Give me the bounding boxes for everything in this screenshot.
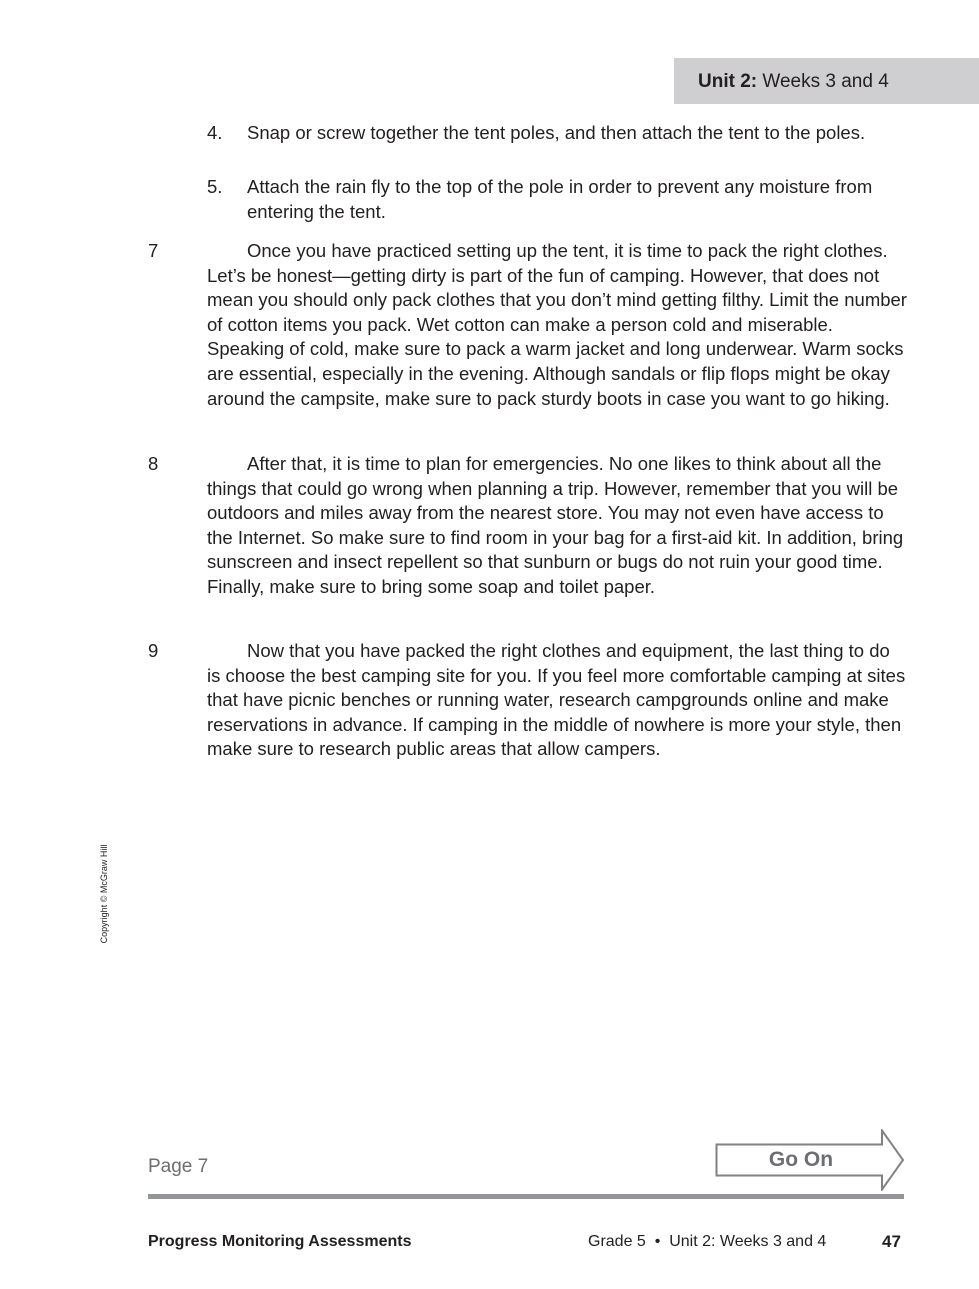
page-label: Page 7	[148, 1156, 209, 1177]
step-text: Attach the rain fly to the top of the pole in order to prevent any moisture from entering the tent.	[247, 176, 873, 222]
step-number: 5.	[207, 176, 223, 197]
paragraph-7	[148, 239, 908, 411]
paragraph-text: After that, it is time to plan for emergencies. No one likes to think about all the things that could go wrong when planning a trip. However, remember that you will be outdoors and miles away from the nearest store. You may not even have access to the Internet. So make sure to find room in your bag for a first-aid kit. In addition, bring sunscreen and insect repellent so that sunburn or bugs do not ruin your good time. Finally, make sure to bring some soap and toilet paper.	[207, 453, 904, 597]
unit-header-tab	[674, 58, 979, 104]
step-text: Snap or screw together the tent poles, and then attach the tent to the poles.	[247, 122, 866, 143]
unit-weeks: Weeks 3 and 4	[762, 71, 889, 92]
footer-title: Progress Monitoring Assessments	[148, 1233, 412, 1250]
paragraph-text: Now that you have packed the right clothes and equipment, the last thing to do is choose the best camping site for you. If you feel more comfortable camping at sites that have picnic benches or running water, research campgrounds online and make reservations in advance. If camping in the middle of nowhere is more your style, then make sure to research public areas that allow campers.	[207, 640, 906, 760]
paragraph-number: 8	[148, 453, 159, 474]
go-on-button[interactable]	[715, 1129, 905, 1191]
paragraph-text: Once you have practiced setting up the tent, it is time to pack the right clothes. Let’s be honest—getting dirty is part of the fun of camping. However, that does not mean you should only pack clothes that you don’t mind getting filthy. Limit the number of cotton items you pack. Wet cotton can make a person cold and miserable. Speaking of cold, make sure to pack a warm jacket and long underwear. Warm socks are essential, especially in the evening. Although sandals or flip flops might be okay around the campsite, make sure to pack sturdy boots in case you want to go hiking.	[207, 240, 907, 409]
footer-divider	[148, 1194, 904, 1199]
copyright-notice: Copyright © McGraw Hill	[99, 844, 109, 944]
paragraph-9	[148, 639, 908, 762]
step-number: 4.	[207, 122, 223, 143]
unit-label: Unit 2:	[698, 71, 758, 92]
step-item-5	[207, 175, 907, 224]
go-on-label: Go On	[768, 1148, 834, 1171]
paragraph-number: 9	[148, 640, 159, 661]
paragraph-8	[148, 452, 908, 600]
paragraph-number: 7	[148, 240, 159, 261]
footer-page-number: 47	[882, 1232, 901, 1251]
step-item-4	[207, 121, 907, 146]
footer-grade-unit: Grade 5 • Unit 2: Weeks 3 and 4	[588, 1233, 827, 1250]
